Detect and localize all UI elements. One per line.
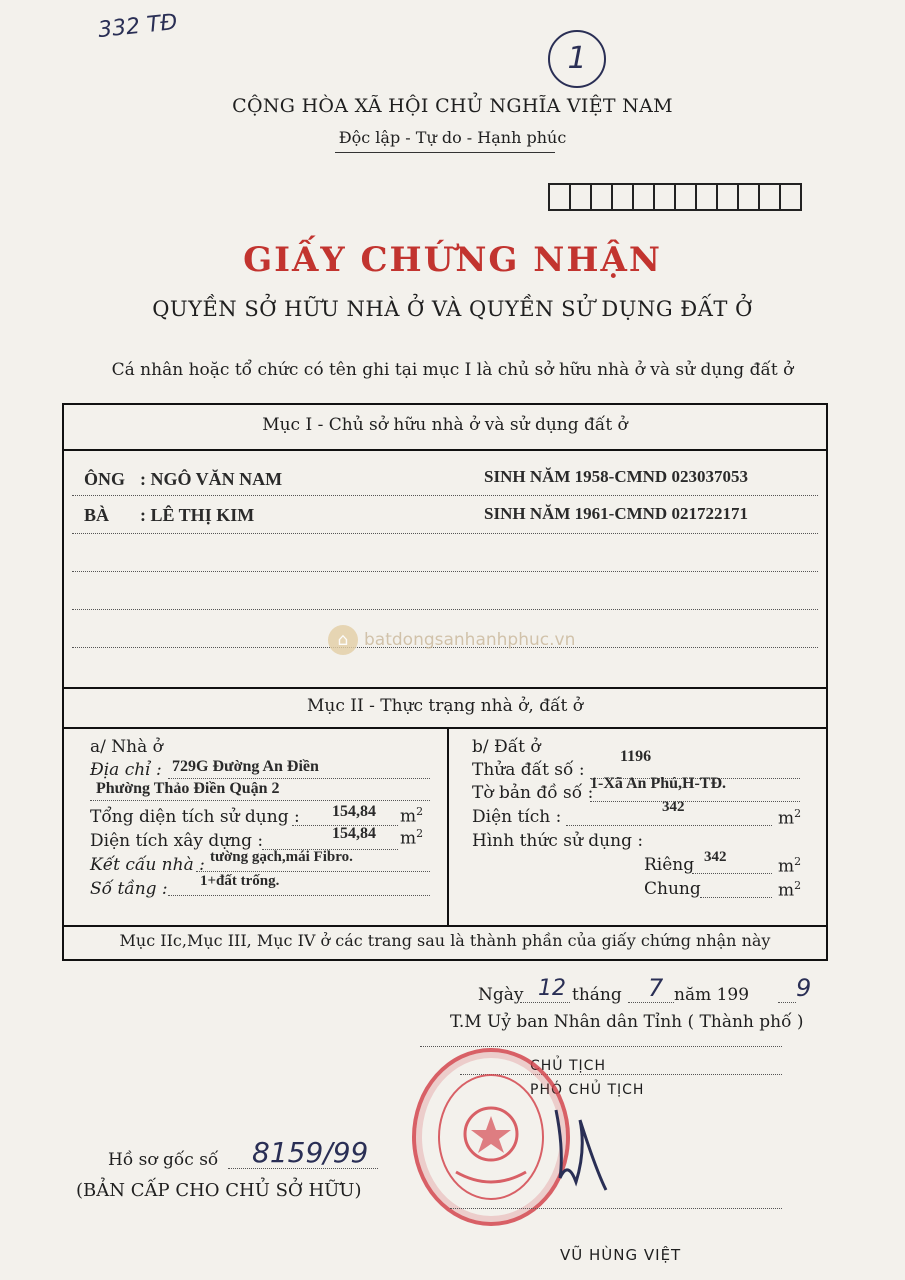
dotted-line [692,873,772,874]
private-value: 342 [704,849,727,865]
footer-note: Mục IIc,Mục III, Mục IV ở các trang sau là thành phần của giấy chứng nhận này [119,931,771,950]
dotted-line [590,801,800,802]
private-label: Riêng [644,855,695,875]
unit-m: m [778,856,795,877]
file-number-value: 8159/99 [252,1136,369,1169]
date-day-label: Ngày [478,985,524,1005]
floors-value: 1+đất trống. [200,873,280,889]
footer-divider [64,925,826,927]
dotted-line [228,1168,378,1169]
dotted-line [168,895,430,896]
owner1-name: : NGÔ VĂN NAM [140,469,283,489]
dotted-line [72,609,818,610]
section2-heading: Mục II - Thực trạng nhà ở, đất ở [306,696,583,716]
date-year-label: năm 199 [674,985,750,1005]
parcel-label: Thửa đất số : [472,760,585,780]
owner1-label: ÔNG [84,469,126,489]
watermark-home-icon: ⌂ [328,625,358,655]
owner2-name: : LÊ THỊ KIM [140,505,255,525]
dotted-line [628,1002,674,1003]
land-area-value: 342 [662,799,685,815]
dotted-line [196,871,430,872]
signer-name: VŨ HÙNG VIỆT [560,1246,682,1264]
certificate-title: GIẤY CHỨNG NHẬN [243,240,662,280]
parcel-value: 1196 [620,748,652,765]
dotted-line [90,800,430,801]
map-label: Tờ bản đồ số : [472,783,594,803]
section1-heading: Mục I - Chủ sở hữu nhà ở và sử dụng đất ở [262,415,628,435]
date-year-digit: 9 [796,974,812,1002]
usage-label: Hình thức sử dụng : [472,831,644,851]
dotted-line [420,1046,782,1047]
dotted-line [72,533,818,534]
file-number-label: Hồ sơ gốc số [108,1150,219,1170]
address-line1: 729G Đường An Điền [172,758,319,775]
dotted-line [450,1208,782,1209]
country-name: CỘNG HÒA XÃ HỘI CHỦ NGHĨA VIỆT NAM [232,95,673,117]
shared-unit: $m^2$ [778,879,802,901]
private-unit: $m^2$ [778,855,802,877]
copy-note: (BẢN CẤP CHO CHỦ SỞ HỮU) [76,1180,362,1201]
address-line2: Phường Thảo Điền Quận 2 [96,780,280,797]
watermark-text: batdongsanhanhphuc.vn [364,630,576,650]
section2-divider [64,727,826,729]
authority-line: T.M Uỷ ban Nhân dân Tỉnh ( Thành phố ) [450,1012,804,1032]
unit-m: m [400,828,417,849]
dotted-line [778,1002,796,1003]
vice-chairman-title: PHÓ CHỦ TỊCH [530,1082,645,1098]
owner1-detail: SINH NĂM 1958-CMND 023037053 [484,467,748,486]
dotted-line [168,778,430,779]
date-month: 7 [648,974,664,1002]
shared-label: Chung [644,879,701,899]
certificate-intro: Cá nhân hoặc tổ chức có tên ghi tại mục I là chủ sở hữu nhà ở và sử dụng đất ở [111,360,794,380]
unit-m: m [778,808,795,829]
signature [546,1090,616,1200]
unit-m: m [400,806,417,827]
owner2-detail: SINH NĂM 1961-CMND 021722171 [484,504,748,523]
motto-underline [335,152,555,153]
map-value: 1-Xã An Phú,H-TĐ. [590,775,727,792]
dotted-line [700,897,772,898]
structure-value: tường gạch,mái Fibro. [210,849,353,865]
serial-number-boxes [548,183,802,211]
land-heading: b/ Đất ở [472,737,541,757]
total-area-value: 154,84 [332,803,376,820]
land-area-label: Diện tích : [472,807,562,827]
unit-m: m [778,880,795,901]
page-number-circle [548,30,606,88]
certificate-subtitle: QUYỀN SỞ HỮU NHÀ Ở VÀ QUYỀN SỬ DỤNG ĐẤT Ở [152,297,753,321]
land-area-unit: $m^2$ [778,807,802,829]
total-area-unit: $m^2$ [400,805,424,827]
total-area-label: Tổng diện tích sử dụng : [90,807,300,827]
dotted-line [72,495,818,496]
house-heading: a/ Nhà ở [90,737,163,757]
dotted-line [72,571,818,572]
build-area-unit: $m^2$ [400,827,424,849]
chairman-title: CHỦ TỊCH [530,1058,606,1074]
date-day: 12 [538,976,566,1001]
page-number: 1 [567,41,587,76]
date-month-label: tháng [572,985,622,1005]
reference-note: 332 TĐ [96,9,179,44]
owner2-label: BÀ [84,505,110,525]
section2-column-divider [447,727,449,925]
national-motto: Độc lập - Tự do - Hạnh phúc [338,128,567,147]
seal-emblem-icon [416,1052,566,1222]
build-area-label: Diện tích xây dựng : [90,831,264,851]
address-label: Địa chỉ : [90,760,162,780]
section2-top-divider [64,687,826,689]
certificate-frame [62,403,828,961]
watermark [328,625,575,655]
section1-divider [64,449,826,451]
dotted-line [566,825,772,826]
floors-label: Số tầng : [90,879,168,899]
build-area-value: 154,84 [332,825,376,842]
dotted-line [520,1002,570,1003]
structure-label: Kết cấu nhà : [90,855,205,875]
